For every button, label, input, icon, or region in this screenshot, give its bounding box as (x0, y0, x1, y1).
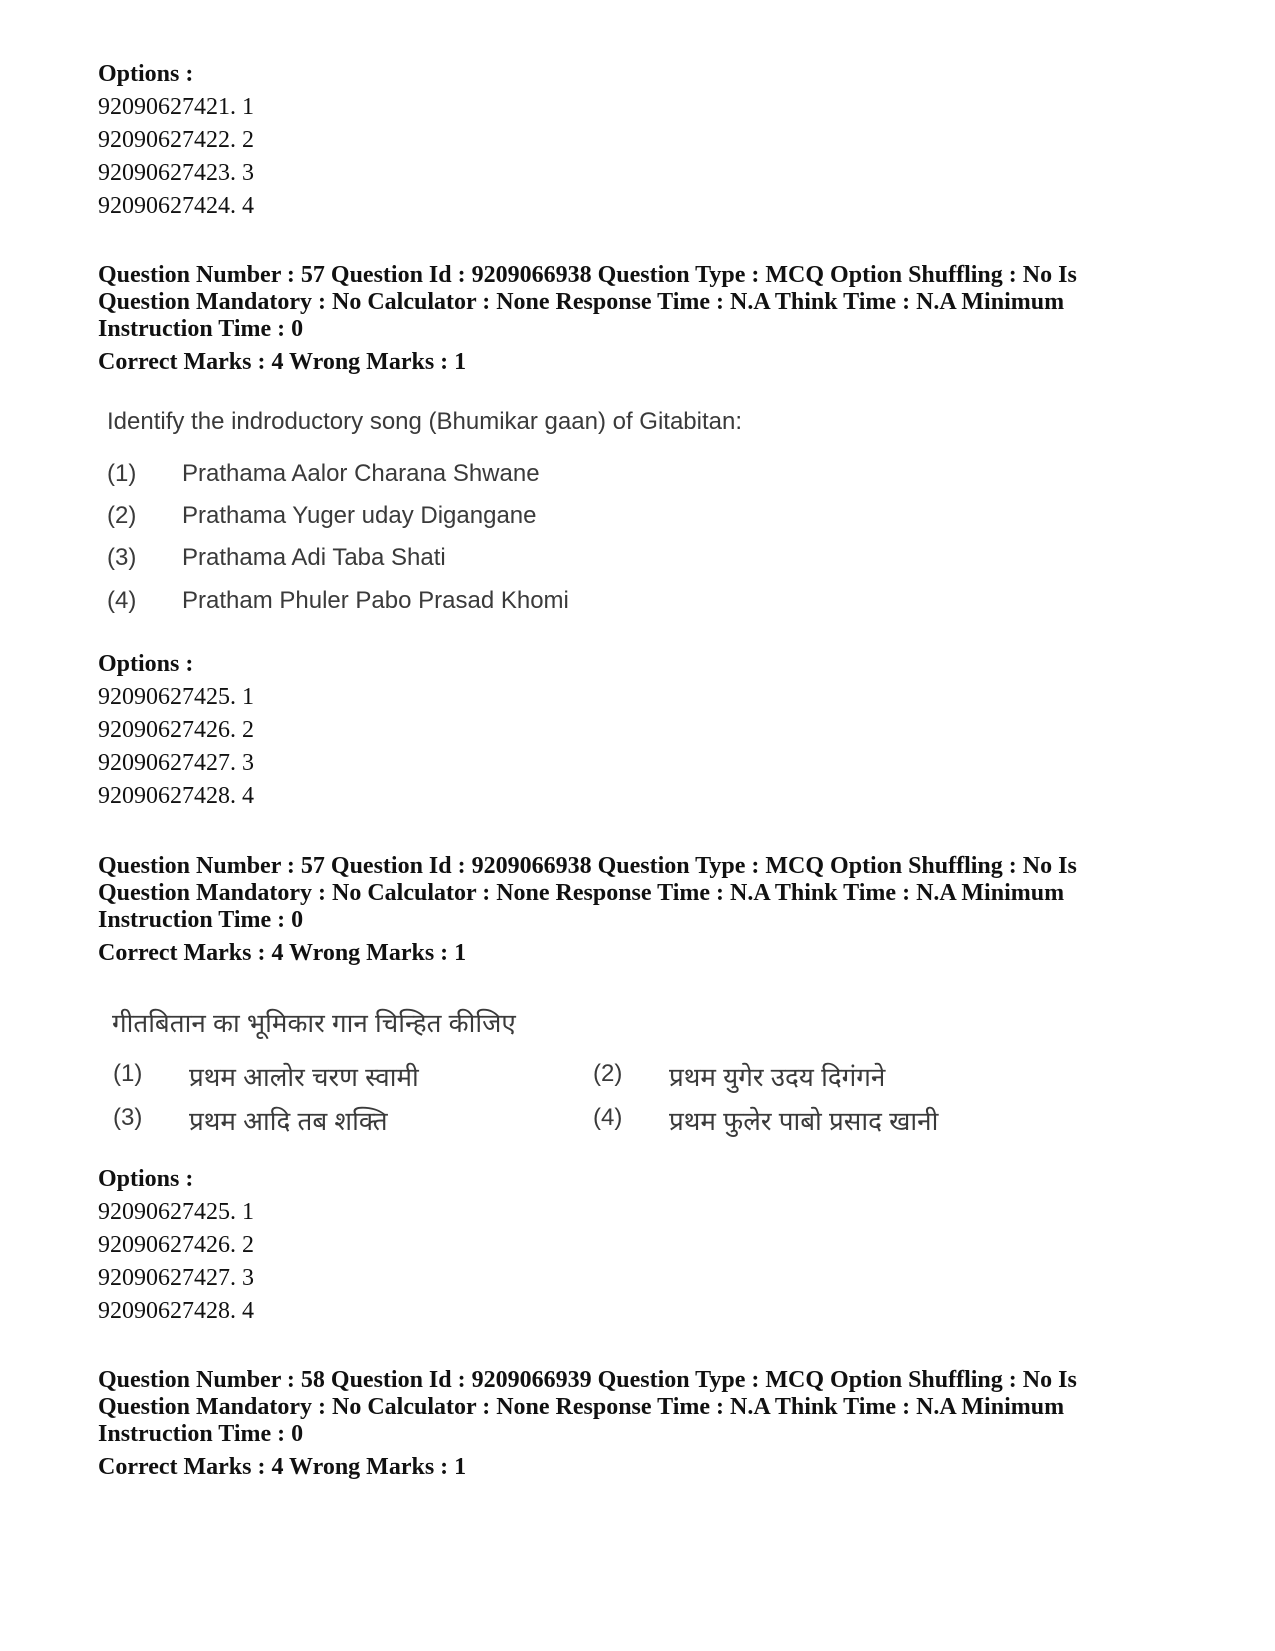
question-header-line: Question Mandatory : No Calculator : None Response Time : N.A Think Time : N.A Minimum (98, 880, 1065, 906)
question-header-line: Instruction Time : 0 (98, 316, 304, 342)
question-header-line: Question Number : 57 Question Id : 9209066938 Question Type : MCQ Option Shuffling : No Is (98, 853, 1077, 879)
choice-number: (1) (107, 460, 137, 487)
choice-number: (1) (113, 1060, 143, 1087)
options-label: Options : (98, 651, 194, 677)
choice-number: (3) (113, 1104, 143, 1131)
option-line: 92090627428. 4 (98, 783, 254, 809)
question-header-line: Question Number : 58 Question Id : 9209066939 Question Type : MCQ Option Shuffling : No Is (98, 1367, 1077, 1393)
option-line: 92090627424. 4 (98, 193, 254, 219)
option-line: 92090627421. 1 (98, 94, 254, 120)
question-stem: गीतबितान का भूमिकार गान चिन्हित कीजिए (112, 1008, 516, 1038)
option-line: 92090627425. 1 (98, 1199, 254, 1225)
question-marks: Correct Marks : 4 Wrong Marks : 1 (98, 349, 467, 375)
choice-number: (4) (107, 587, 137, 614)
choice-text: Prathama Adi Taba Shati (182, 544, 446, 571)
question-header-line: Question Mandatory : No Calculator : None Response Time : N.A Think Time : N.A Minimum (98, 1394, 1065, 1420)
choice-text: प्रथम आदि तब शक्ति (189, 1106, 388, 1136)
option-line: 92090627427. 3 (98, 750, 254, 776)
choice-number: (4) (593, 1104, 623, 1131)
option-line: 92090627426. 2 (98, 1232, 254, 1258)
question-header-line: Question Mandatory : No Calculator : None Response Time : N.A Think Time : N.A Minimum (98, 289, 1065, 315)
question-header (98, 1367, 1178, 1448)
options-label: Options : (98, 61, 194, 87)
option-line: 92090627425. 1 (98, 684, 254, 710)
option-line: 92090627422. 2 (98, 127, 254, 153)
question-header-line: Instruction Time : 0 (98, 907, 304, 933)
options-block-top (98, 58, 1178, 223)
option-line: 92090627423. 3 (98, 160, 254, 186)
choice-text: प्रथम युगेर उदय दिगंगने (669, 1062, 886, 1092)
question-stem: Identify the indroductory song (Bhumikar gaan) of Gitabitan: (107, 408, 743, 435)
options-label: Options : (98, 1166, 194, 1192)
choice-number: (3) (107, 544, 137, 571)
option-line: 92090627428. 4 (98, 1298, 254, 1324)
question-marks: Correct Marks : 4 Wrong Marks : 1 (98, 1454, 467, 1480)
option-line: 92090627427. 3 (98, 1265, 254, 1291)
choice-number: (2) (593, 1060, 623, 1087)
option-line: 92090627426. 2 (98, 717, 254, 743)
options-block (98, 1163, 1178, 1328)
choice-number: (2) (107, 502, 137, 529)
choice-text: Prathama Yuger uday Digangane (182, 502, 537, 529)
question-header-line: Question Number : 57 Question Id : 9209066938 Question Type : MCQ Option Shuffling : No Is (98, 262, 1077, 288)
question-header-line: Instruction Time : 0 (98, 1421, 304, 1447)
question-header (98, 262, 1178, 343)
options-block (98, 648, 1178, 813)
question-marks: Correct Marks : 4 Wrong Marks : 1 (98, 940, 467, 966)
choice-text: प्रथम आलोर चरण स्वामी (189, 1062, 419, 1092)
choice-text: Pratham Phuler Pabo Prasad Khomi (182, 587, 569, 614)
choice-text: Prathama Aalor Charana Shwane (182, 460, 540, 487)
choice-text: प्रथम फुलेर पाबो प्रसाद खानी (669, 1106, 939, 1136)
question-header (98, 853, 1178, 934)
